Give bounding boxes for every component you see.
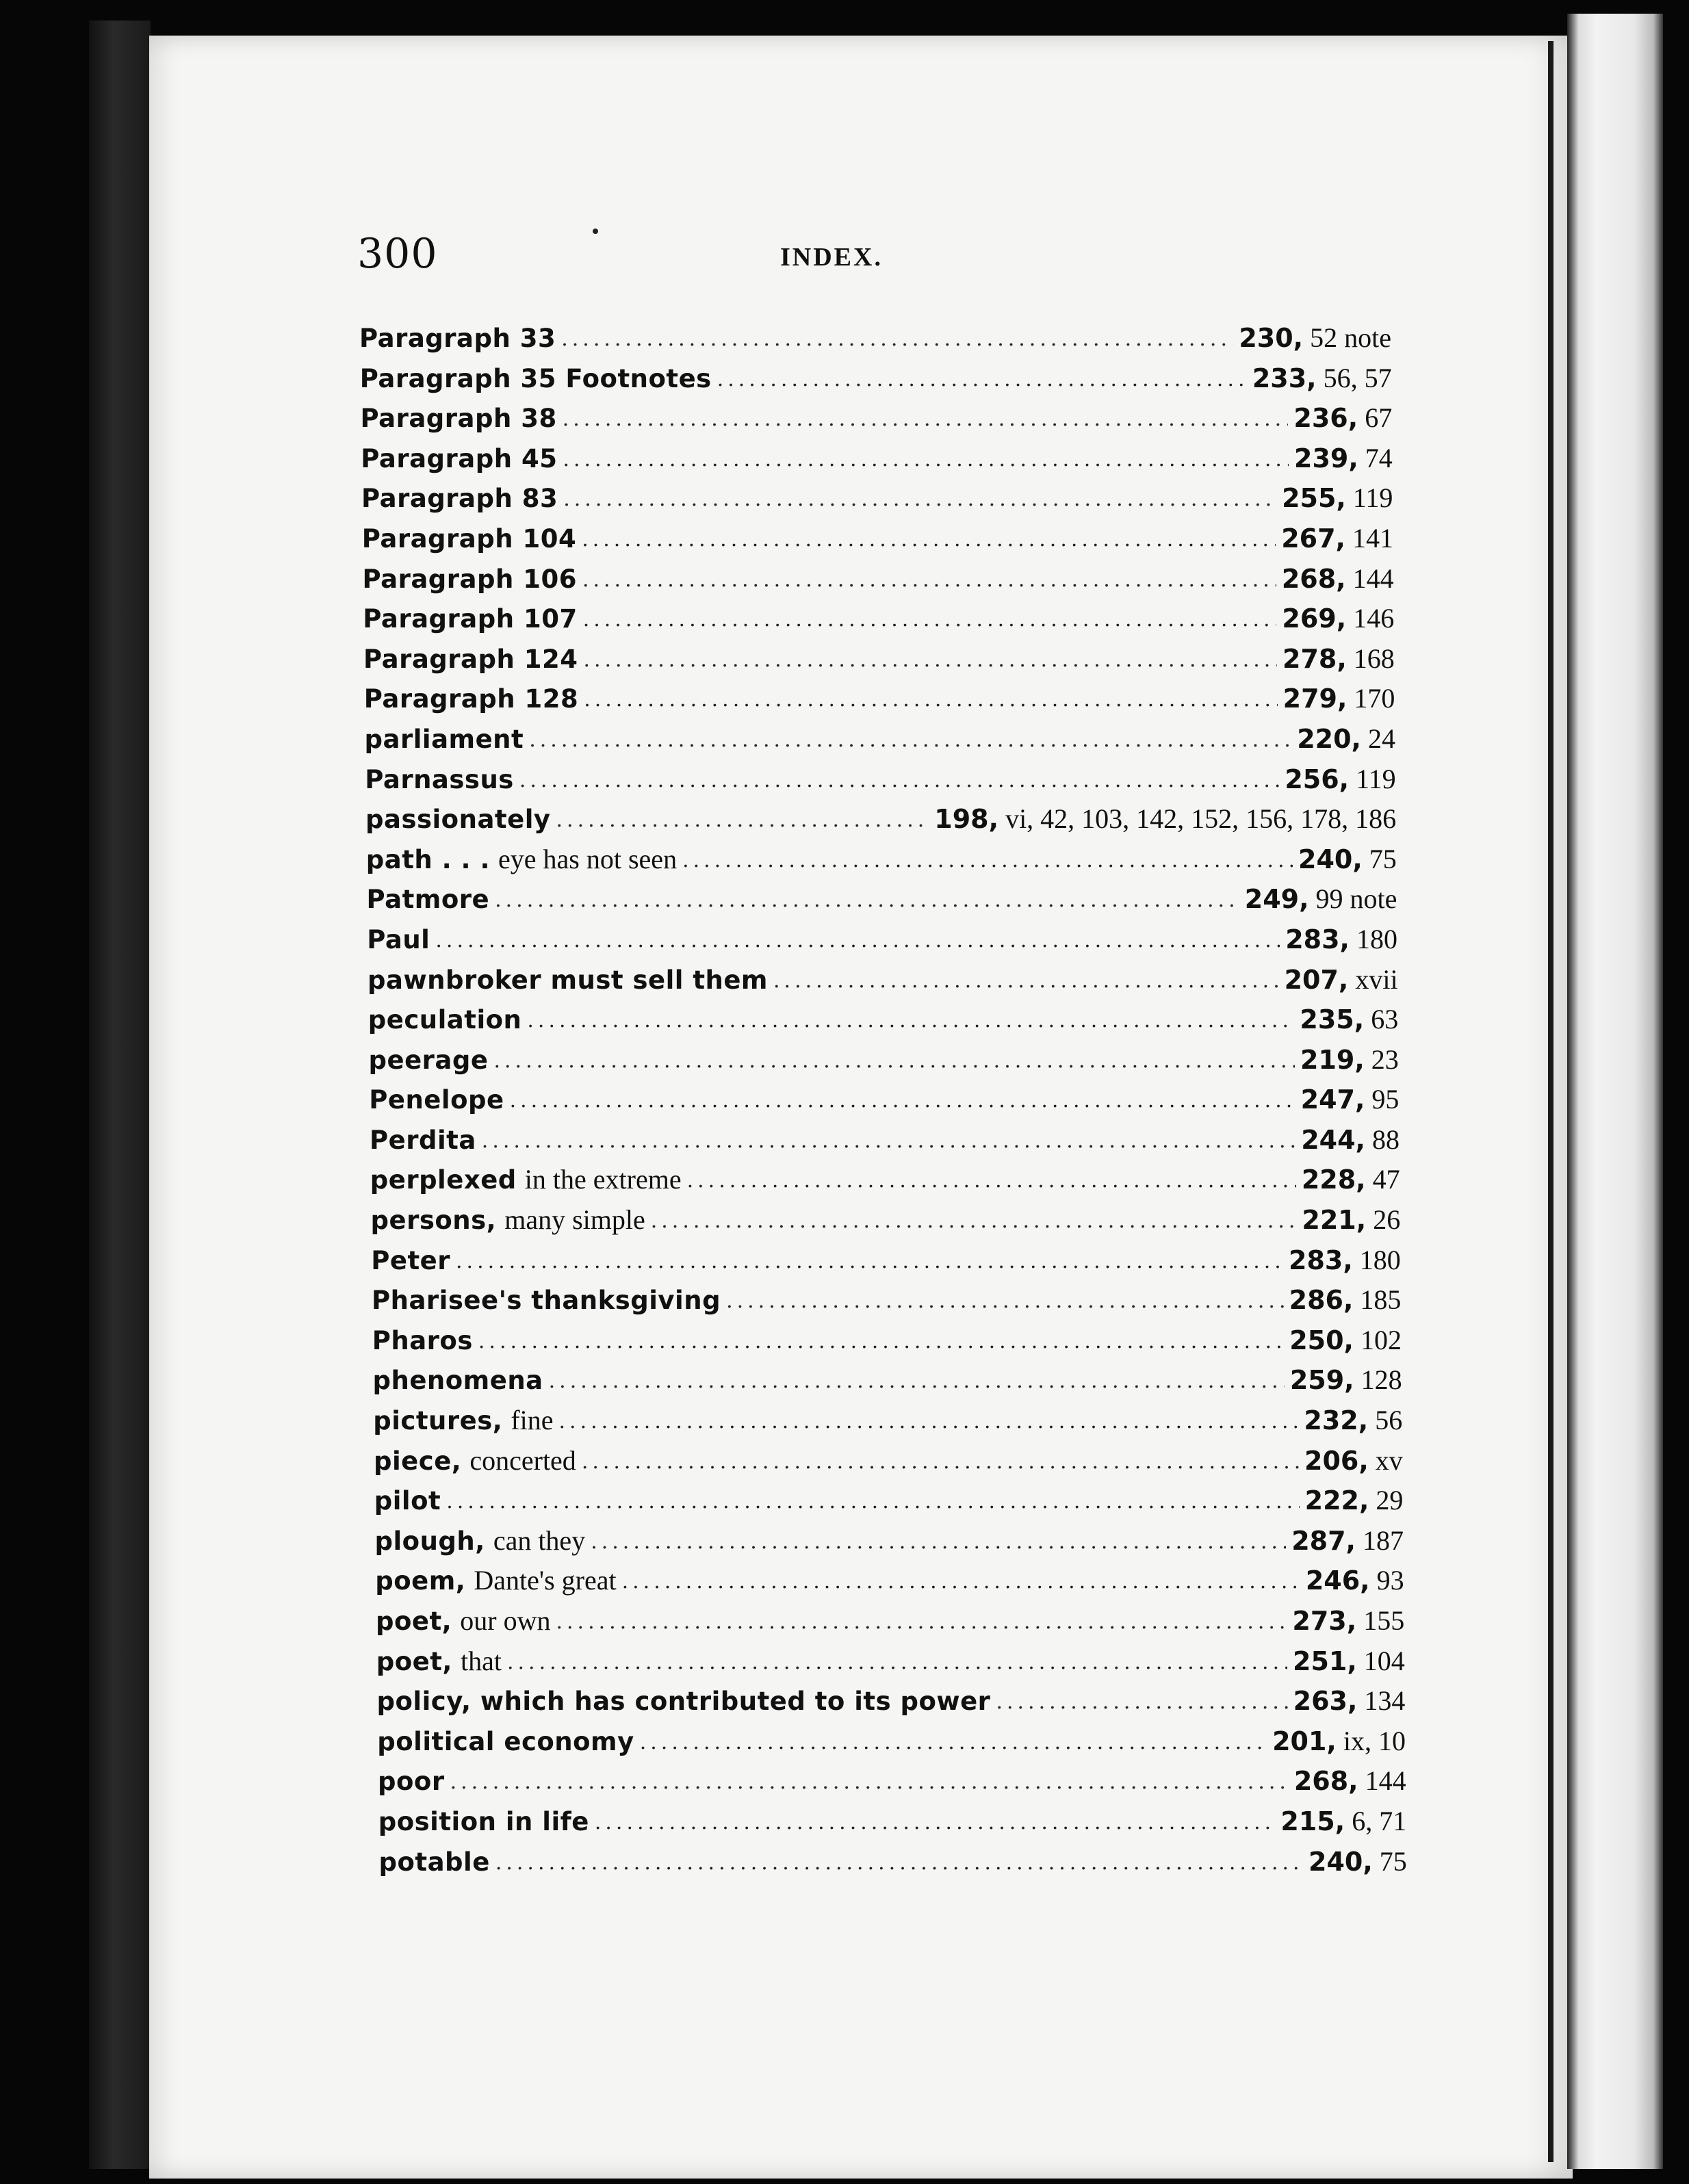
index-term: Paragraph 35 Footnotes [359,363,712,393]
primary-page-ref: 235, [1300,1004,1365,1035]
primary-page-ref: 279, [1282,684,1348,714]
index-entry [360,362,1392,402]
secondary-page-refs: 155 [1363,1605,1405,1636]
primary-page-ref: 230, [1239,323,1304,353]
index-entry [367,923,1397,963]
index-term: policy, which has contributed to its power [376,1687,991,1717]
primary-page-ref: 256, [1285,764,1350,794]
dot-leader [591,1530,1286,1554]
running-head: INDEX. [780,243,883,272]
index-entry [377,1725,1406,1765]
index-term: peerage [368,1045,489,1075]
primary-page-ref: 273, [1292,1606,1357,1636]
primary-page-ref: 228, [1301,1165,1366,1195]
dot-leader [582,1450,1299,1474]
primary-page-ref: 246, [1305,1565,1370,1596]
dot-leader [687,1169,1296,1193]
dot-leader [996,1690,1287,1714]
index-entry [369,1043,1399,1084]
secondary-page-refs: 99 note [1315,883,1397,915]
index-entry [370,1163,1400,1204]
primary-page-ref: 286, [1289,1285,1354,1316]
secondary-page-refs: xvii [1355,963,1398,995]
facing-page-edge [1567,14,1663,2169]
index-entry [374,1484,1404,1524]
index-term: poor [378,1767,445,1797]
index-term: passionately [365,805,551,835]
primary-page-ref: 263, [1293,1686,1358,1717]
secondary-page-refs: 75 [1379,1845,1407,1877]
dot-leader [717,367,1247,391]
index-term: peculation [368,1005,522,1035]
index-entry-list [359,322,1407,1885]
index-term: Paragraph 104 [361,523,577,554]
dot-leader [682,848,1293,872]
index-term: pictures, [373,1406,503,1436]
secondary-page-refs: 180 [1359,1244,1401,1275]
dot-leader [559,1409,1299,1433]
index-entry [373,1364,1402,1404]
secondary-page-refs: vi, 42, 103, 142, 152, 156, 178, 186 [1005,803,1397,835]
secondary-page-refs: ix, 10 [1343,1725,1406,1756]
secondary-page-refs: 134 [1364,1685,1406,1717]
dot-leader [651,1209,1297,1233]
index-subterm: can they [493,1524,586,1556]
index-term: Patmore [366,885,490,915]
secondary-page-refs: 74 [1365,442,1393,473]
index-subterm: our own [460,1605,551,1636]
secondary-page-refs: 23 [1371,1043,1399,1075]
index-entry [375,1564,1404,1604]
index-entry [369,1083,1399,1123]
page-number: 300 [357,230,438,278]
index-term: potable [378,1847,490,1877]
index-term: Paragraph 107 [363,604,578,634]
index-entry [368,963,1398,1004]
primary-page-ref: 283, [1285,924,1350,954]
index-entry [363,642,1395,683]
index-subterm: many simple [504,1204,645,1236]
secondary-page-refs: 67 [1365,402,1393,434]
secondary-page-refs: 95 [1371,1084,1400,1115]
secondary-page-refs: 141 [1352,522,1393,554]
secondary-page-refs: 24 [1368,723,1395,754]
dot-leader [563,447,1289,471]
dot-leader [507,1650,1287,1674]
index-entry [371,1244,1401,1284]
index-term: poet, [376,1607,452,1636]
index-term: position in life [378,1806,589,1836]
secondary-page-refs: 88 [1372,1123,1400,1155]
secondary-page-refs: 93 [1376,1565,1404,1596]
index-entry [378,1805,1406,1845]
secondary-page-refs: 144 [1352,562,1394,594]
index-term: Paul [367,924,430,954]
index-entry [373,1404,1402,1444]
index-entry [379,1845,1407,1886]
secondary-page-refs: 102 [1361,1324,1402,1355]
dot-leader [549,1369,1285,1393]
primary-page-ref: 287, [1291,1525,1356,1556]
index-term: piece, [374,1446,462,1476]
index-term: persons, [370,1206,497,1236]
secondary-page-refs: 29 [1376,1485,1404,1516]
book-spine-edge [89,21,151,2169]
secondary-page-refs: 104 [1363,1645,1405,1676]
dot-leader [529,728,1291,752]
dot-leader [495,1851,1303,1875]
index-entry [365,803,1396,843]
dot-leader [582,568,1276,592]
dot-leader [773,969,1279,993]
primary-page-ref: 247, [1300,1084,1365,1115]
dot-leader [622,1570,1300,1594]
primary-page-ref: 219, [1300,1044,1365,1075]
index-subterm: in the extreme [524,1164,682,1195]
index-entry [361,402,1393,442]
secondary-page-refs: 47 [1372,1164,1400,1195]
index-term: Peter [371,1245,450,1275]
index-subterm: that [461,1645,502,1676]
index-entry [371,1204,1401,1244]
index-term: Parnassus [365,764,514,794]
primary-page-ref: 283, [1289,1245,1353,1275]
index-entry [368,1003,1398,1043]
primary-page-ref: 215, [1280,1806,1345,1836]
primary-page-ref: 268, [1293,1766,1358,1797]
secondary-page-refs: 185 [1360,1284,1402,1316]
index-subterm: fine [511,1405,554,1436]
index-term: perplexed [370,1165,517,1195]
index-entry [364,682,1395,723]
index-entry [375,1524,1404,1565]
dot-leader [640,1730,1267,1754]
dot-leader [582,528,1276,551]
index-entry [363,602,1394,642]
dot-leader [563,407,1289,431]
primary-page-ref: 207, [1284,964,1349,995]
primary-page-ref: 206, [1304,1445,1369,1476]
index-entry [372,1324,1402,1364]
primary-page-ref: 269, [1282,603,1347,634]
secondary-page-refs: 56, 57 [1323,362,1392,393]
index-subterm: eye has not seen [498,843,678,874]
secondary-page-refs: 146 [1353,603,1395,634]
index-term: Pharos [372,1325,473,1355]
dot-leader [493,1049,1295,1073]
dot-leader [726,1289,1284,1313]
primary-page-ref: 239, [1294,443,1358,473]
index-term: Paragraph 38 [360,404,557,434]
secondary-page-refs: xv [1375,1444,1403,1476]
primary-page-ref: 259, [1289,1365,1354,1396]
index-entry [362,522,1393,562]
primary-page-ref: 268, [1281,563,1346,594]
index-entry [376,1604,1404,1645]
secondary-page-refs: 6, 71 [1352,1805,1407,1836]
primary-page-ref: 250, [1289,1325,1354,1355]
primary-page-ref: 267, [1281,523,1345,554]
index-term: plough, [374,1526,485,1556]
index-entry [377,1685,1406,1725]
secondary-page-refs: 75 [1369,843,1397,874]
secondary-page-refs: 187 [1363,1524,1404,1556]
index-entry [376,1645,1405,1685]
secondary-page-refs: 119 [1352,482,1393,514]
primary-page-ref: 236, [1293,403,1358,434]
index-entry [361,442,1393,482]
index-term: Paragraph 124 [363,644,578,674]
dot-leader [595,1810,1276,1834]
secondary-page-refs: 119 [1356,763,1396,794]
dot-leader [563,487,1276,511]
index-entry [372,1284,1401,1324]
dot-leader [456,1249,1283,1273]
index-term: Paragraph 45 [361,443,558,473]
primary-page-ref: 251, [1293,1646,1357,1676]
primary-page-ref: 249, [1244,884,1309,915]
primary-page-ref: 198, [934,804,999,835]
index-subterm: concerted [469,1444,576,1476]
dot-leader [450,1770,1289,1794]
secondary-page-refs: 63 [1371,1004,1399,1035]
index-entry [363,562,1394,603]
secondary-page-refs: 128 [1361,1364,1402,1396]
index-term: Paragraph 106 [362,564,577,594]
primary-page-ref: 240, [1298,844,1363,874]
index-term: Paragraph 33 [359,324,556,353]
dot-leader [519,768,1280,792]
primary-page-ref: 201, [1272,1726,1337,1756]
dot-leader [556,1610,1287,1634]
dot-leader [446,1490,1299,1513]
dot-leader [556,808,929,832]
index-term: phenomena [372,1366,543,1396]
primary-page-ref: 244, [1301,1124,1365,1155]
secondary-page-refs: 180 [1356,923,1397,954]
dot-leader [561,327,1233,351]
secondary-page-refs: 170 [1354,683,1395,714]
dot-leader [510,1089,1295,1113]
index-entry [365,763,1395,803]
primary-page-ref: 278, [1282,643,1347,674]
primary-page-ref: 233, [1252,363,1317,393]
dot-leader [435,928,1280,952]
secondary-page-refs: 168 [1353,642,1395,674]
index-entry [367,883,1397,923]
index-term: poet, [376,1646,452,1676]
primary-page-ref: 240, [1308,1846,1373,1877]
dot-leader [527,1009,1294,1032]
primary-page-ref: 221, [1302,1205,1367,1236]
index-entry [365,723,1396,763]
right-page-gutter [1548,41,1553,2162]
index-term: political economy [377,1726,634,1756]
index-entry [366,843,1397,883]
index-term: pawnbroker must sell them [368,965,768,995]
index-term: Paragraph 83 [361,484,558,514]
index-term: Paragraph 128 [363,684,579,714]
dot-leader [584,688,1277,712]
index-entry [359,322,1391,362]
index-term: Perdita [370,1125,476,1155]
index-term: Pharisee's thanksgiving [372,1286,721,1316]
index-term: pilot [374,1486,441,1516]
index-term: parliament [364,724,524,754]
secondary-page-refs: 52 note [1310,322,1391,353]
primary-page-ref: 220, [1297,723,1361,754]
dot-leader [583,608,1277,632]
dot-leader [478,1329,1284,1353]
index-entry [361,482,1393,522]
dot-leader [482,1129,1295,1153]
primary-page-ref: 232, [1304,1405,1369,1436]
index-term: path . . . [365,844,491,874]
dot-leader [495,888,1239,912]
secondary-page-refs: 144 [1365,1765,1406,1797]
index-subterm: Dante's great [474,1565,617,1596]
index-term: poem, [375,1566,466,1596]
dot-leader [583,648,1277,672]
primary-page-ref: 222, [1304,1485,1369,1516]
index-entry [370,1123,1400,1164]
index-entry [374,1444,1403,1485]
secondary-page-refs: 56 [1375,1405,1403,1436]
primary-page-ref: 255, [1282,483,1346,514]
ink-speck [593,229,598,234]
index-term: Penelope [369,1085,504,1115]
secondary-page-refs: 26 [1373,1204,1401,1236]
index-entry [378,1765,1406,1805]
